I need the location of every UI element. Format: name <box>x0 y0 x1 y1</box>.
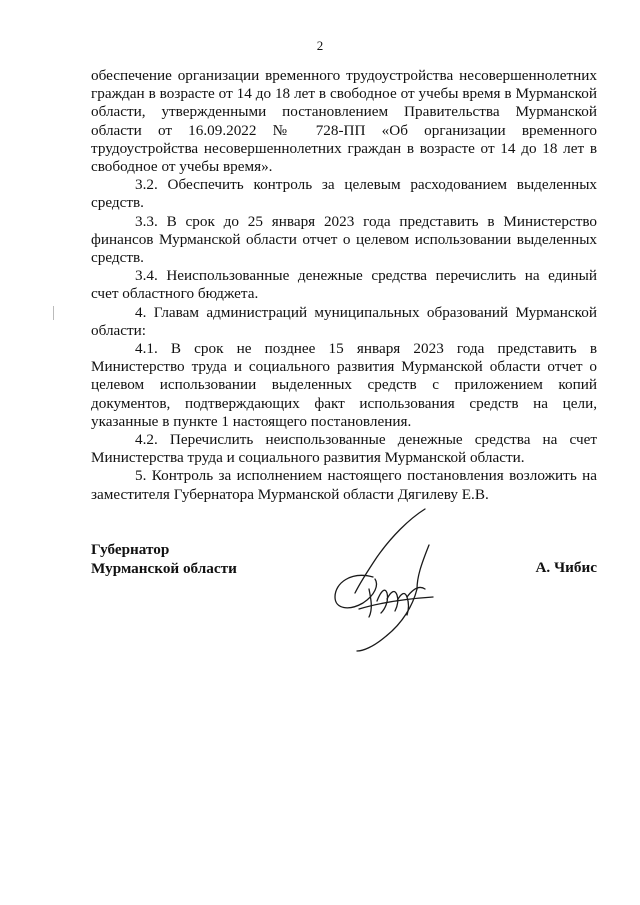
paragraph-continuation: обеспечение организации временного трудоустройства несовершеннолетних граждан в возрасте от 14 до 18 лет в свободное от учебы время в Мурманской области, утвержденными постановлением Правительства Мурманской области от 16.09.2022 № 728-ПП «Об организации временного трудоустройства несовершеннолетних граждан в возрасте от 14 до 18 лет в свободное от учебы время». <box>91 67 597 176</box>
paragraph-4-2: 4.2. Перечислить неиспользованные денежные средства на счет Министерства труда и социального развития Мурманской области. <box>91 431 597 467</box>
page-number: 2 <box>316 38 324 53</box>
signatory-name: А. Чибис <box>535 559 597 576</box>
handwritten-signature-icon <box>329 505 459 655</box>
margin-mark <box>53 306 54 320</box>
paragraph-4-1: 4.1. В срок не позднее 15 января 2023 года представить в Министерство труда и социального развития Мурманской области отчет о целевом использовании выделенных средств с приложением копий документов, подтверждающих факт использования средств на цели, указанные в пункте 1 настоящего постановления. <box>91 340 597 430</box>
document-body <box>91 67 597 504</box>
paragraph-3-2: 3.2. Обеспечить контроль за целевым расходованием выделенных средств. <box>91 176 597 212</box>
paragraph-3-3: 3.3. В срок до 25 января 2023 года представить в Министерство финансов Мурманской области отчет о целевом использовании выделенных средств. <box>91 212 597 267</box>
signatory-title-line1: Губернатор <box>91 541 170 558</box>
paragraph-3-4: 3.4. Неиспользованные денежные средства перечислить на единый счет областного бюджета. <box>91 267 597 303</box>
signatory-title <box>91 541 237 578</box>
signature-block <box>91 541 597 661</box>
signatory-title-line2: Мурманской области <box>91 559 237 577</box>
paragraph-4: 4. Главам администраций муниципальных образований Мурманской области: <box>91 303 597 339</box>
paragraph-5: 5. Контроль за исполнением настоящего постановления возложить на заместителя Губернатора Мурманской области Дягилеву Е.В. <box>91 467 597 503</box>
